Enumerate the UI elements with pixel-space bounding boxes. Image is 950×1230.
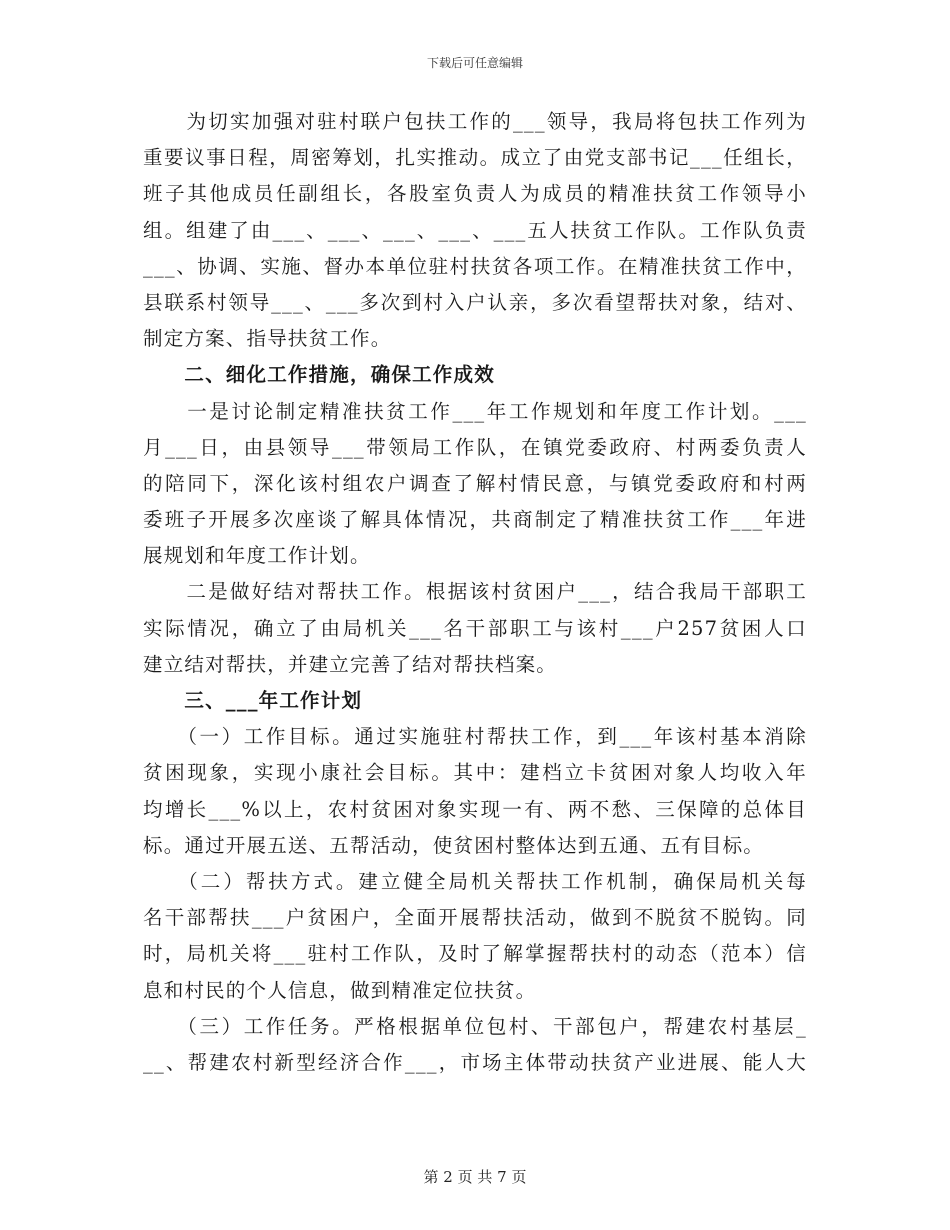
text-line: 展规划和年度工作计划。 — [143, 544, 371, 568]
text-line: 县联系村领导___、___多次到村入户认亲，多次看望帮扶对象，结对、 — [143, 290, 807, 314]
page-header: 下载后可任意编辑 — [426, 56, 523, 70]
text-line: 名干部帮扶___户贫困户，全面开展帮扶活动，做到不脱贫不脱钩。同 — [143, 906, 807, 930]
text-line: 制定方案、指导扶贫工作。 — [143, 327, 392, 351]
text-line: 的陪同下，深化该村组农户调查了解村情民意，与镇党委政府和村两 — [143, 471, 807, 495]
text-line: 均增长___%以上，农村贫困对象实现一有、两不愁、三保障的总体目 — [143, 797, 807, 821]
text-line: 月___日，由县领导___带领局工作队，在镇党委政府、村两委负责人 — [143, 435, 807, 459]
text-line: 时，局机关将___驻村工作队，及时了解掌握帮扶村的动态（范本）信 — [143, 942, 807, 966]
text-line: 实际情况，确立了由局机关___名干部职工与该村___户257贫困人口 — [143, 616, 807, 640]
page-number: 第 2 页 共 7 页 — [423, 1168, 527, 1186]
text-line: 标。通过开展五送、五帮活动，使贫困村整体达到五通、五有目标。 — [143, 833, 765, 857]
text-line: 委班子开展多次座谈了解具体情况，共商制定了精准扶贫工作___年进 — [143, 508, 807, 532]
text-line: ___、协调、实施、督办本单位驻村扶贫各项工作。在精准扶贫工作中， — [143, 254, 807, 278]
text-line: 贫困现象，实现小康社会目标。其中：建档立卡贫困对象人均收入年 — [143, 761, 807, 785]
text-line: 一是讨论制定精准扶贫工作___年工作规划和年度工作计划。___ — [143, 399, 807, 423]
text-line: 二是做好结对帮扶工作。根据该村贫困户___，结合我局干部职工 — [143, 580, 807, 604]
text-line: __、帮建农村新型经济合作___，市场主体带动扶贫产业进展、能人大 — [143, 1050, 807, 1074]
text-line: （二）帮扶方式。建立健全局机关帮扶工作机制，确保局机关每 — [143, 869, 807, 893]
text-line: 重要议事日程，周密筹划，扎实推动。成立了由党支部书记___任组长， — [143, 146, 807, 170]
text-line: （一）工作目标。通过实施驻村帮扶工作，到___年该村基本消除 — [143, 725, 807, 749]
text-line: 班子其他成员任副组长，各股室负责人为成员的精准扶贫工作领导小 — [143, 182, 807, 206]
section-heading: 三、___年工作计划 — [143, 689, 363, 712]
text-line: 为切实加强对驻村联户包扶工作的___领导，我局将包扶工作列为 — [143, 110, 807, 133]
text-line: （三）工作任务。严格根据单位包村、干部包户，帮建农村基层_ — [143, 1014, 807, 1038]
text-line: 组。组建了由___、___、___、___、___五人扶贫工作队。工作队负责 — [143, 218, 807, 242]
section-heading: 二、细化工作措施，确保工作成效 — [143, 363, 495, 387]
text-line: 建立结对帮扶，并建立完善了结对帮扶档案。 — [143, 652, 558, 676]
document-body — [143, 104, 807, 1081]
text-line: 息和村民的个人信息，做到精准定位扶贫。 — [143, 978, 537, 1002]
